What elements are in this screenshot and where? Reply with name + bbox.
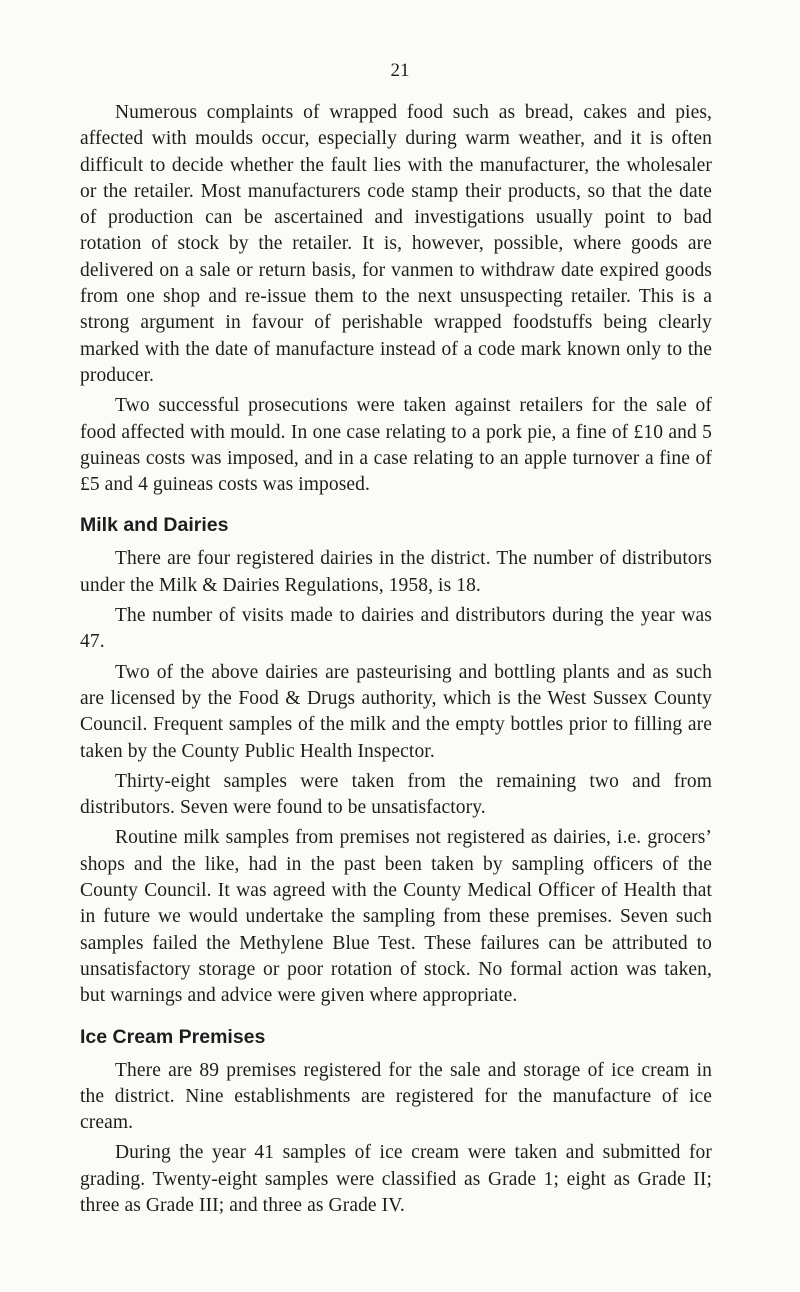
paragraph: The number of visits made to dairies and distributors during the year was 47.	[80, 605, 712, 653]
paragraph: Routine milk samples from premises not registered as dairies, i.e. grocers’ shops and the like, had in the past been taken by sampling officers of the County Council. It was agreed with the County Medical Officer of Health that in future we would undertake the sampling from these premises. Seven such samples failed the Methylene Blue Test. These failures can be attributed to unsatisfactory storage or poor rotation of stock. No formal action was taken, but warnings and advice were given where appropriate.	[80, 827, 712, 1007]
paragraph: There are 89 premises registered for the sale and storage of ice cream in the district. Nine establishments are registered for the manufacture of ice cream.	[80, 1059, 712, 1134]
paragraph: There are four registered dairies in the district. The number of distributors under the Milk & Dairies Regulations, 1958, is 18.	[80, 548, 712, 596]
milk-and-dairies-section	[80, 513, 712, 1009]
page-number: 21	[390, 60, 410, 81]
ice-cream-premises-section	[80, 1025, 712, 1220]
paragraph: During the year 41 samples of ice cream were taken and submitted for grading. Twenty-eight samples were classified as Grade 1; eight as Grade II; three as Grade III; and three as Grade IV.	[80, 1142, 712, 1216]
paragraph: Two successful prosecutions were taken against retailers for the sale of food affected with mould. In one case relating to a pork pie, a fine of £10 and 5 guineas costs was imposed, and in a case relating to an apple turnover a fine of £5 and 4 guineas costs was imposed.	[80, 395, 712, 496]
intro-section	[80, 100, 712, 498]
document-body	[80, 100, 712, 1223]
paragraph: Numerous complaints of wrapped food such as bread, cakes and pies, affected with moulds occur, especially during warm weather, and it is often difficult to decide whether the fault lies with the manufacturer, the wholesaler or the retailer. Most manufacturers code stamp their products, so that the date of production can be ascertained and investigations usually point to bad rotation of stock by the retailer. It is, however, possible, where goods are delivered on a sale or return basis, for vanmen to withdraw date expired goods from one shop and re-issue them to the next unsuspecting retailer. This is a strong argument in favour of perishable wrapped foodstuffs being clearly marked with the date of manufacture instead of a code mark known only to the producer.	[80, 102, 712, 386]
paragraph: Thirty-eight samples were taken from the remaining two and from distributors. Seven were found to be unsatisfactory.	[80, 770, 712, 819]
section-heading: Milk and Dairies	[80, 514, 229, 537]
paragraph: Two of the above dairies are pasteurising and bottling plants and as such are licensed by the Food & Drugs authority, which is the West Sussex County Council. Frequent samples of the milk and the empty bottles prior to filling are taken by the County Public Health Inspector.	[80, 661, 712, 762]
section-heading: Ice Cream Premises	[80, 1025, 266, 1048]
